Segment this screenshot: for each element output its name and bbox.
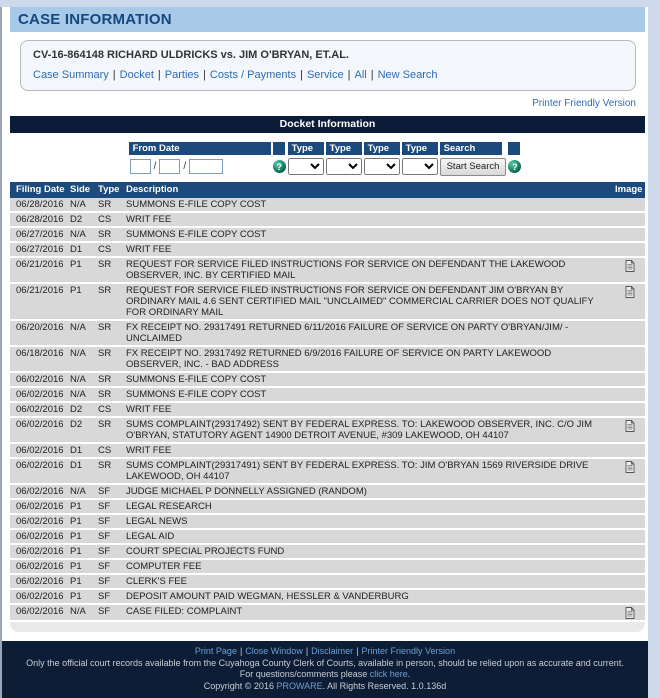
- cell-side: D2: [70, 419, 83, 430]
- cell-type: SF: [98, 591, 111, 602]
- docket-row: [10, 403, 645, 418]
- docket-row: [10, 243, 645, 258]
- cell-side: N/A: [70, 322, 86, 333]
- footer-links-row: [8, 646, 642, 658]
- cell-side: D1: [70, 460, 83, 471]
- docket-row: [10, 459, 645, 485]
- docket-row: [10, 575, 645, 590]
- cell-filing-date: 06/02/2016: [16, 591, 64, 602]
- cell-side: P1: [70, 576, 82, 587]
- cell-side: N/A: [70, 199, 86, 210]
- type-select-2[interactable]: [326, 158, 362, 175]
- cell-side: P1: [70, 259, 82, 270]
- type-label: Type: [364, 142, 400, 155]
- cell-side: P1: [70, 546, 82, 557]
- type-group-1: [288, 142, 324, 176]
- cell-filing-date: 06/02/2016: [16, 419, 64, 430]
- type-label: Type: [402, 142, 438, 155]
- click-here-link[interactable]: click here: [369, 669, 408, 679]
- spacer-cell: [273, 142, 285, 155]
- cell-type: CS: [98, 445, 112, 456]
- nav-separator: |: [112, 69, 116, 81]
- help-icon[interactable]: ?: [273, 160, 286, 173]
- page-footer: [2, 641, 648, 698]
- cell-filing-date: 06/02/2016: [16, 445, 64, 456]
- cell-filing-date: 06/02/2016: [16, 516, 64, 527]
- nav-separator: |: [370, 69, 374, 81]
- nav-separator: |: [203, 69, 206, 81]
- docket-row: [10, 418, 645, 444]
- document-image-icon[interactable]: [625, 461, 635, 473]
- cell-type: SF: [98, 501, 111, 512]
- docket-row: [10, 500, 645, 515]
- footer-copyright-row: [8, 681, 642, 693]
- cell-description: WRIT FEE: [126, 214, 172, 225]
- search-label: Search: [440, 142, 502, 155]
- cell-description: FX RECEIPT NO. 29317492 RETURNED 6/9/2016 FAILURE OF SERVICE ON PARTY LAKEWOOD OBSERVER, INC. - BAD ADDRESS: [126, 348, 552, 370]
- cell-filing-date: 06/27/2016: [16, 244, 64, 255]
- docket-table-header: [10, 182, 645, 198]
- docket-row: [10, 515, 645, 530]
- cell-type: SR: [98, 389, 112, 400]
- footer-separator: |: [305, 646, 309, 656]
- docket-row: [10, 605, 645, 622]
- docket-row: [10, 198, 645, 213]
- cell-type: SR: [98, 229, 112, 240]
- cell-side: P1: [70, 516, 82, 527]
- column-header-type: Type: [98, 184, 120, 195]
- cell-type: SR: [98, 259, 112, 270]
- cell-type: SF: [98, 531, 111, 542]
- printer-friendly-link[interactable]: Printer Friendly Version: [532, 98, 636, 109]
- cell-type: CS: [98, 244, 112, 255]
- cell-side: N/A: [70, 229, 86, 240]
- nav-separator: |: [347, 69, 351, 81]
- cell-description: WRIT FEE: [126, 404, 172, 415]
- cell-filing-date: 06/02/2016: [16, 561, 64, 572]
- cell-type: SR: [98, 322, 112, 333]
- case-nav-link-all[interactable]: All: [354, 69, 367, 81]
- date-separator: /: [183, 161, 187, 172]
- from-date-month-input[interactable]: [130, 159, 151, 174]
- case-title: CV-16-864148 RICHARD ULDRICKS vs. JIM O'BRYAN, ET.AL.: [33, 49, 349, 61]
- cell-side: P1: [70, 531, 82, 542]
- cell-description: LEGAL NEWS: [126, 516, 188, 527]
- case-nav-link-docket[interactable]: Docket: [119, 69, 154, 81]
- date-help-group: [273, 142, 286, 176]
- column-header-image: Image: [615, 184, 643, 195]
- cell-side: D1: [70, 445, 83, 456]
- cell-type: SR: [98, 419, 112, 430]
- cell-description: SUMMONS E-FILE COPY COST: [126, 229, 267, 240]
- cell-description: SUMMONS E-FILE COPY COST: [126, 199, 267, 210]
- docket-row: [10, 213, 645, 228]
- date-separator: /: [153, 161, 157, 172]
- case-nav-link-case-summary[interactable]: Case Summary: [33, 69, 109, 81]
- cell-filing-date: 06/02/2016: [16, 460, 64, 471]
- footer-separator: |: [356, 646, 359, 656]
- cell-filing-date: 06/02/2016: [16, 531, 64, 542]
- from-date-day-input[interactable]: [159, 159, 180, 174]
- document-image-icon[interactable]: [625, 260, 635, 272]
- page-title: CASE INFORMATION: [10, 7, 645, 32]
- cell-type: SF: [98, 546, 111, 557]
- from-date-group: [129, 142, 271, 176]
- cell-description: CLERK'S FEE: [126, 576, 187, 587]
- docket-row: [10, 444, 645, 459]
- printer-friendly-row: [2, 98, 636, 109]
- cell-side: N/A: [70, 486, 86, 497]
- cell-description: SUMS COMPLAINT(29317491) SENT BY FEDERAL EXPRESS. TO: JIM O'BRYAN 1569 RIVERSIDE DRIVE LAKEWOOD, OH 44107: [126, 460, 589, 482]
- cell-description: SUMS COMPLAINT(29317492) SENT BY FEDERAL EXPRESS. TO: LAKEWOOD OBSERVER, INC. C/O JIM O'BRYAN, STATUTORY AGENT 14900 DETROIT AVENUE, #309 LAKEWOOD, OH 44107: [126, 419, 592, 441]
- cell-type: SR: [98, 460, 112, 471]
- cell-description: COURT SPECIAL PROJECTS FUND: [126, 546, 285, 557]
- cell-description: COMPUTER FEE: [126, 561, 202, 572]
- cell-description: CASE FILED: COMPLAINT: [126, 606, 243, 617]
- document-image-icon[interactable]: [625, 607, 635, 619]
- docket-rows: [10, 198, 645, 622]
- cell-image: [615, 606, 645, 619]
- cell-filing-date: 06/02/2016: [16, 546, 64, 557]
- type-select-1[interactable]: [288, 158, 324, 175]
- case-nav-link-parties[interactable]: Parties: [164, 69, 200, 81]
- from-date-label: From Date: [129, 142, 271, 155]
- start-search-button[interactable]: Start Search: [440, 158, 507, 176]
- cell-image: [615, 460, 645, 473]
- footer-link-disclaimer[interactable]: Disclaimer: [311, 646, 354, 656]
- cell-description: LEGAL RESEARCH: [126, 501, 212, 512]
- cell-side: N/A: [70, 606, 86, 617]
- docket-row: [10, 388, 645, 403]
- cell-description: DEPOSIT AMOUNT PAID WEGMAN, HESSLER & VANDERBURG: [126, 591, 409, 602]
- docket-row: [10, 560, 645, 575]
- docket-row: [10, 228, 645, 243]
- cell-side: N/A: [70, 374, 86, 385]
- cell-filing-date: 06/02/2016: [16, 486, 64, 497]
- type-group-2: [326, 142, 362, 176]
- docket-row: [10, 347, 645, 373]
- cell-type: SF: [98, 561, 111, 572]
- cell-type: SF: [98, 516, 111, 527]
- footer-copyright-suffix: . All Rights Reserved. 1.0.136d: [322, 680, 447, 691]
- from-date-inputs: [129, 157, 271, 176]
- cell-filing-date: 06/21/2016: [16, 259, 64, 270]
- docket-table: [10, 182, 645, 632]
- docket-search-bar: [2, 142, 648, 176]
- docket-row: [10, 530, 645, 545]
- footer-questions-row: [8, 669, 642, 681]
- cell-type: SR: [98, 348, 112, 359]
- cell-type: SF: [98, 486, 111, 497]
- cell-description: FX RECEIPT NO. 29317491 RETURNED 6/11/2016 FAILURE OF SERVICE ON PARTY O'BRYAN/JIM/ - UNCLAIMED: [126, 322, 569, 344]
- cell-image: [615, 259, 645, 272]
- cell-filing-date: 06/02/2016: [16, 404, 64, 415]
- cell-type: SR: [98, 374, 112, 385]
- cell-filing-date: 06/21/2016: [16, 285, 64, 296]
- column-header-filing-date: Filing Date: [16, 184, 65, 195]
- cell-description: WRIT FEE: [126, 445, 172, 456]
- cell-side: P1: [70, 501, 82, 512]
- docket-row: [10, 485, 645, 500]
- cell-filing-date: 06/02/2016: [16, 374, 64, 385]
- cell-side: P1: [70, 591, 82, 602]
- cell-filing-date: 06/27/2016: [16, 229, 64, 240]
- case-nav-link-costs-payments[interactable]: Costs / Payments: [209, 69, 297, 81]
- cell-filing-date: 06/20/2016: [16, 322, 64, 333]
- cell-description: SUMMONS E-FILE COPY COST: [126, 374, 267, 385]
- cell-filing-date: 06/28/2016: [16, 214, 64, 225]
- cell-type: CS: [98, 214, 112, 225]
- cell-description: LEGAL AID: [126, 531, 175, 542]
- case-nav-link-new-search[interactable]: New Search: [377, 69, 438, 81]
- cell-filing-date: 06/02/2016: [16, 501, 64, 512]
- footer-link-close-window[interactable]: Close Window: [245, 646, 303, 656]
- docket-row: [10, 321, 645, 347]
- spacer-cell: [508, 142, 520, 155]
- cell-filing-date: 06/02/2016: [16, 576, 64, 587]
- docket-row: [10, 373, 645, 388]
- cell-type: SR: [98, 285, 112, 296]
- cell-image: [615, 285, 645, 298]
- docket-row: [10, 545, 645, 560]
- footer-copyright-text: Copyright © 2016: [203, 680, 277, 691]
- document-image-icon[interactable]: [625, 286, 635, 298]
- footer-link-print-page[interactable]: Print Page: [194, 646, 237, 656]
- type-label: Type: [326, 142, 362, 155]
- nav-separator: |: [157, 69, 161, 81]
- case-nav: [33, 69, 623, 81]
- cell-description: REQUEST FOR SERVICE FILED INSTRUCTIONS FOR SERVICE ON DEFENDANT THE LAKEWOOD OBSERVER, INC. BY CERTIFIED MAIL: [126, 259, 566, 281]
- type-label: Type: [288, 142, 324, 155]
- cell-type: SF: [98, 606, 111, 617]
- cell-description: JUDGE MICHAEL P DONNELLY ASSIGNED (RANDOM): [126, 486, 367, 497]
- cell-side: D1: [70, 244, 83, 255]
- cell-filing-date: 06/02/2016: [16, 606, 64, 617]
- proware-link[interactable]: PROWARE: [276, 680, 323, 691]
- footer-disclaimer: Only the official court records available from the Cuyahoga County Clerk of Courts, available in person, should be relied upon as accurate and current.: [26, 657, 624, 668]
- cell-type: CS: [98, 404, 112, 415]
- type-group-3: [364, 142, 400, 176]
- cell-image: [615, 419, 645, 432]
- case-nav-link-service[interactable]: Service: [306, 69, 344, 81]
- docket-row: [10, 590, 645, 605]
- document-image-icon[interactable]: [625, 420, 635, 432]
- page: [0, 7, 648, 698]
- cell-type: SR: [98, 199, 112, 210]
- from-date-year-input[interactable]: [189, 159, 223, 174]
- docket-row: [10, 284, 645, 321]
- cell-side: N/A: [70, 389, 86, 400]
- help-icon[interactable]: ?: [508, 160, 521, 173]
- cell-description: WRIT FEE: [126, 244, 172, 255]
- search-help-group: [508, 142, 521, 176]
- docket-row: [10, 258, 645, 284]
- column-header-description: Description: [126, 184, 179, 195]
- type-group-4: [402, 142, 438, 176]
- cell-filing-date: 06/28/2016: [16, 199, 64, 210]
- cell-filing-date: 06/02/2016: [16, 389, 64, 400]
- cell-side: P1: [70, 285, 82, 296]
- column-header-side: Side: [70, 184, 91, 195]
- cell-side: D2: [70, 214, 83, 225]
- cell-side: P1: [70, 561, 82, 572]
- cell-filing-date: 06/18/2016: [16, 348, 64, 359]
- case-summary-box: [20, 40, 636, 91]
- search-group: [440, 142, 507, 176]
- cell-description: SUMMONS E-FILE COPY COST: [126, 389, 267, 400]
- cell-side: N/A: [70, 348, 86, 359]
- nav-separator: |: [300, 69, 303, 81]
- footer-questions-suffix: .: [407, 669, 411, 679]
- type-select-4[interactable]: [402, 158, 438, 175]
- cell-side: D2: [70, 404, 83, 415]
- cell-type: SF: [98, 576, 111, 587]
- footer-questions-text: For questions/comments please: [239, 669, 370, 679]
- type-select-3[interactable]: [364, 158, 400, 175]
- footer-link-printer-friendly-version[interactable]: Printer Friendly Version: [361, 646, 456, 656]
- footer-separator: |: [239, 646, 243, 656]
- docket-section-title: Docket Information: [10, 116, 645, 133]
- cell-description: REQUEST FOR SERVICE FILED INSTRUCTIONS FOR SERVICE ON DEFENDANT JIM O'BRYAN BY ORDINARY MAIL 4.6 SENT CERTIFIED MAIL "UNCLAIMED" COMMERCIAL CARRIER DOES NOT QUALIFY FOR ORDINARY MAIL: [126, 285, 594, 318]
